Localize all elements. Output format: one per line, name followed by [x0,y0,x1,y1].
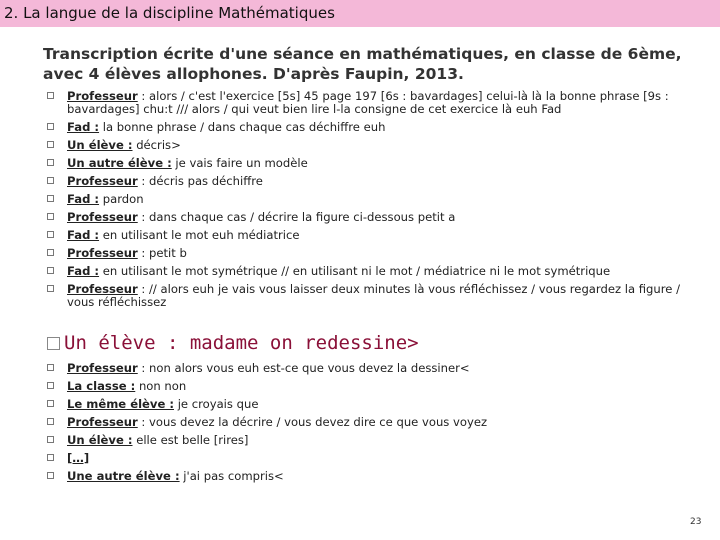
utterance-text: non non [138,379,187,393]
bullet-icon [47,267,54,274]
utterance-text: // alors euh je vais vous laisser deux minutes là vous réfléchissez / vous regardez la figure / vous réfléchissez [67,282,680,309]
speaker-label: […] [67,451,90,465]
utterance-text: décris pas déchiffre [149,174,263,188]
utterance-text: alors / c'est l'exercice [5s] 45 page 197 [6s : bavardages] celui-là là la bonne phrase [9s : bavardages] chu:t /// alors / qui veut bien lire l-la consigne de cet exercice là euh Fad [67,89,669,116]
separator: : [137,89,150,103]
utterance-text: en utilisant le mot euh médiatrice [102,228,300,242]
speaker-label: Professeur [67,89,138,103]
bullet-icon [47,159,54,166]
transcript-line [47,265,697,278]
separator: : [137,174,150,188]
bullet-icon [47,472,54,479]
utterance-text: elle est belle [rires] [136,433,249,447]
transcript-line [47,452,697,465]
highlighted-utterance-text: Un élève : madame on redessine> [64,332,419,354]
transcript-line [47,211,697,224]
speaker-label: Fad : [67,192,100,206]
transcript-line [47,121,697,134]
bullet-icon [47,177,54,184]
bullet-icon [47,382,54,389]
utterance-text: vous devez la décrire / vous devez dire ce que vous voyez [149,415,488,429]
bullet-icon [47,337,60,350]
utterance-text: décris> [136,138,181,152]
bullet-icon [47,436,54,443]
speaker-label: Fad : [67,264,100,278]
header-bar [0,0,720,27]
speaker-label: Fad : [67,228,100,242]
section-title: 2. La langue de la discipline Mathématiques [4,4,335,22]
speaker-label: La classe : [67,379,136,393]
utterance-text: je vais faire un modèle [175,156,308,170]
transcript-line [47,175,697,188]
separator: : [137,282,150,296]
speaker-label: Professeur [67,282,138,296]
speaker-label: Professeur [67,415,138,429]
page-number: 23 [690,517,702,527]
speaker-label: Fad : [67,120,100,134]
utterance-text: non alors vous euh est-ce que vous devez la dessiner< [149,361,470,375]
transcript-list-2 [47,362,697,488]
transcript-line [47,283,697,309]
utterance-text: pardon [102,192,144,206]
transcript-line [47,90,697,116]
bullet-icon [47,141,54,148]
speaker-label: Un autre élève : [67,156,172,170]
utterance-text: en utilisant le mot symétrique // en utilisant ni le mot / médiatrice ni le mot symétrique [102,264,611,278]
transcript-line [47,380,697,393]
transcript-line [47,247,697,260]
speaker-label: Professeur [67,174,138,188]
bullet-icon [47,400,54,407]
separator: : [137,361,150,375]
utterance-text: petit b [149,246,187,260]
slide-subtitle: Transcription écrite d'une séance en mathématiques, en classe de 6ème, avec 4 élèves allophones. D'après Faupin, 2013. [43,45,682,83]
speaker-label: Le même élève : [67,397,175,411]
bullet-icon [47,454,54,461]
transcript-line [47,193,697,206]
bullet-icon [47,213,54,220]
transcript-line [47,139,697,152]
separator: : [137,246,150,260]
speaker-label: Un élève : [67,138,133,152]
transcript-list-1 [47,90,697,314]
transcript-line [47,416,697,429]
separator: : [137,415,150,429]
transcript-line [47,229,697,242]
utterance-text: j'ai pas compris< [183,469,284,483]
speaker-label: Une autre élève : [67,469,180,483]
utterance-text: la bonne phrase / dans chaque cas déchiffre euh [102,120,386,134]
speaker-label: Professeur [67,246,138,260]
highlighted-utterance [47,332,419,354]
speaker-label: Professeur [67,361,138,375]
separator: : [137,210,150,224]
bullet-icon [47,123,54,130]
transcript-line [47,362,697,375]
utterance-text: je croyais que [177,397,259,411]
speaker-label: Professeur [67,210,138,224]
transcript-line [47,470,697,483]
bullet-icon [47,285,54,292]
bullet-icon [47,195,54,202]
bullet-icon [47,231,54,238]
transcript-line [47,157,697,170]
bullet-icon [47,92,54,99]
transcript-line [47,398,697,411]
speaker-label: Un élève : [67,433,133,447]
bullet-icon [47,364,54,371]
utterance-text: dans chaque cas / décrire la figure ci-dessous petit a [149,210,456,224]
bullet-icon [47,249,54,256]
transcript-line [47,434,697,447]
bullet-icon [47,418,54,425]
